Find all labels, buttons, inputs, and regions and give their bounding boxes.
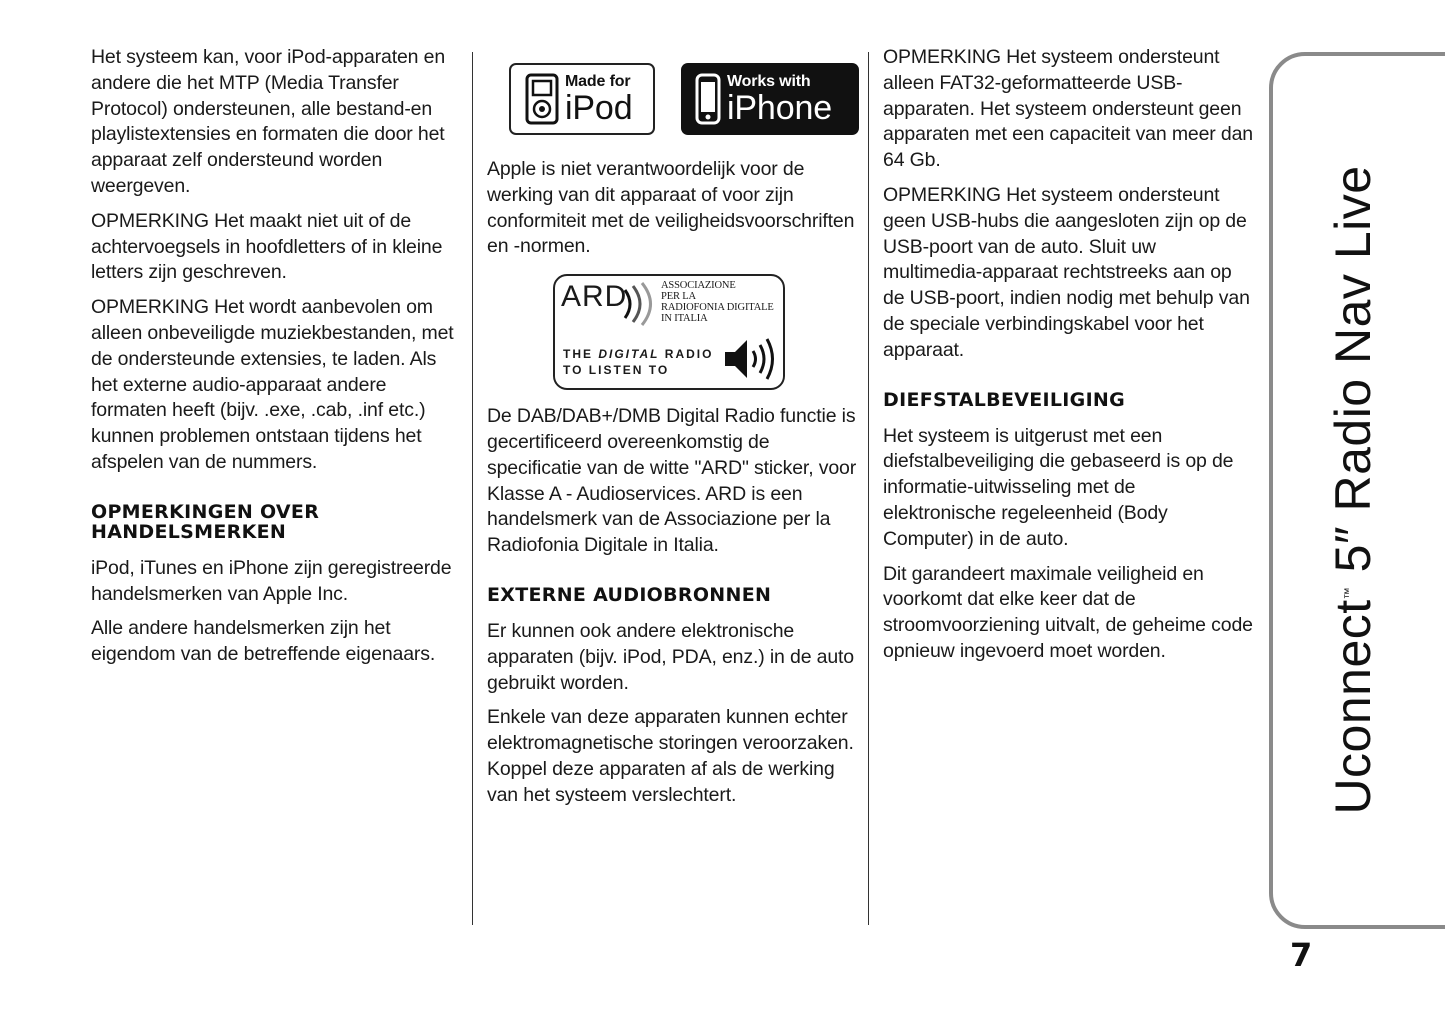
ard-slogan-listen: TO LISTEN TO (563, 363, 670, 378)
apple-logos (487, 45, 857, 157)
ard-assoc-line-1: ASSOCIAZIONE (661, 280, 736, 292)
ard-assoc-line-2: PER LA (661, 291, 696, 303)
speaker-icon (723, 334, 783, 384)
paragraph-note-fat32: OPMERKING Het systeem ondersteunt alleen FAT32-geformatteerde USB-apparaten. Het systeem ondersteunt geen apparaten met een capaciteit van meer dan 64 Gb. (883, 46, 1254, 172)
ard-sticker-logo (553, 274, 785, 390)
heading-external-audio: EXTERNE AUDIOBRONNEN (487, 583, 772, 606)
paragraph-mtp: Het systeem kan, voor iPod-apparaten en andere die het MTP (Media Transfer Protocol) ondersteunen, alle bestand-en playlistextensies en formaten die door het apparaat zelf ondersteund worden weergeven. (91, 46, 446, 197)
made-for-label: Made for (565, 72, 631, 90)
ard-assoc-line-3: RADIOFONIA DIGITALE (661, 302, 774, 314)
column-right (883, 45, 1253, 674)
trademark-symbol: ™ (1341, 586, 1356, 600)
paragraph-other-devices: Er kunnen ook andere elektronische apparaten (bijv. iPod, PDA, enz.) in de auto gebruikt worden. (487, 619, 855, 694)
ard-wordmark: ARD (561, 280, 628, 314)
made-for-ipod-logo (509, 63, 655, 135)
chapter-title (1324, 165, 1382, 814)
ard-slogan-the: THE (563, 347, 593, 362)
ipod-device-icon (525, 73, 559, 125)
chapter-title-model: 5″ Radio Nav Live (1325, 165, 1381, 587)
works-with-label: Works with (727, 72, 811, 90)
chapter-title-brand: Uconnect (1325, 599, 1381, 815)
ard-waves-icon (621, 282, 657, 326)
column-divider-2 (868, 52, 869, 925)
paragraph-interference: Enkele van deze apparaten kunnen echter elektromagnetische storingen veroorzaken. Koppel deze apparaten af als de werking van het systeem verslechtert. (487, 706, 854, 806)
ard-slogan-digital: DIGITAL (598, 347, 660, 362)
iphone-device-icon (695, 73, 721, 125)
paragraph-dab-certification: De DAB/DAB+/DMB Digital Radio functie is gecertificeerd overeenkomstig de specificatie van de witte "ARD" sticker, voor Klasse A - Audioservices. ARD is een handelsmerk van de Associazione per la Radiofonia Digitale in Italia. (487, 405, 857, 557)
ard-slogan-radio: RADIO (664, 347, 714, 362)
paragraph-theft-system: Het systeem is uitgerust met een diefstalbeveiliging die gebaseerd is op de informatie-uitwisseling met de elektronische regeleenheid (Body Computer) in de auto. (883, 424, 1234, 550)
iphone-label: iPhone (727, 88, 832, 127)
ard-assoc-line-4: IN ITALIA (661, 313, 708, 325)
ard-association-name (661, 280, 774, 324)
paragraph-note-suffix-case: OPMERKING Het maakt niet uit of de achtervoegsels in hoofdletters of in kleine letters zijn geschreven. (91, 209, 443, 284)
ipod-label: iPod (565, 88, 633, 127)
column-middle (487, 45, 857, 818)
works-with-iphone-logo (681, 63, 859, 135)
paragraph-note-usb-hubs: OPMERKING Het systeem ondersteunt geen USB-hubs die aangesloten zijn op de USB-poort van de auto. Sluit uw multimedia-apparaat rechtstreeks aan op de USB-poort, indien nodig met behulp van de speciale verbindingskabel voor het apparaat. (883, 183, 1250, 361)
paragraph-security-code: Dit garandeert maximale veiligheid en voorkomt dat elke keer dat de stroomvoorziening uitvalt, de geheime code opnieuw ingevoerd moet worden. (883, 562, 1253, 662)
heading-trademarks: OPMERKINGEN OVER HANDELSMERKEN (91, 500, 320, 543)
paragraph-apple-disclaimer: Apple is niet verantwoordelijk voor de werking van dit apparaat of voor zijn conformiteit met de veiligheidsvoorschriften en -normen. (487, 158, 855, 258)
ard-slogan (563, 346, 713, 378)
paragraph-note-unprotected-files: OPMERKING Het wordt aanbevolen om alleen onbeveiligde muziekbestanden, met de ondersteunde extensies, te laden. Als het externe audio-apparaat andere formaten heeft (bijv. .exe, .cab, .inf etc.) kunnen problemen ontstaan tijdens het afspelen van de nummers. (91, 296, 454, 473)
paragraph-other-trademarks: Alle andere handelsmerken zijn het eigendom van de betreffende eigenaars. (91, 617, 436, 666)
paragraph-apple-trademarks: iPod, iTunes en iPhone zijn geregistreerde handelsmerken van Apple Inc. (91, 556, 452, 605)
heading-theft-protection: DIEFSTALBEVEILIGING (883, 388, 1126, 411)
column-left (91, 45, 456, 677)
column-divider-1 (472, 52, 473, 925)
page-number: 7 (1290, 936, 1313, 974)
